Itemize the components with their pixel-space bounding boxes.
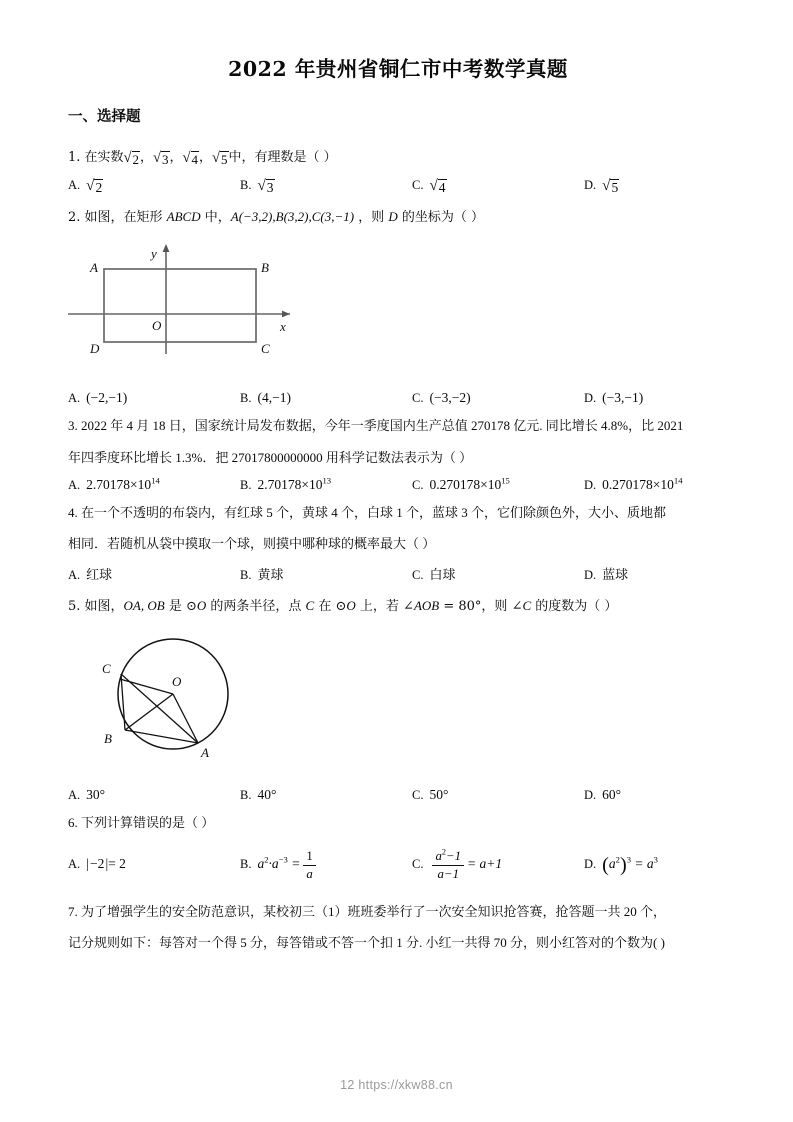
question-3-stem-line-2: 年四季度环比增长 1.3%．把 27017800000000 用科学记数法表示为（ ） bbox=[68, 449, 473, 465]
question-6-options bbox=[68, 849, 728, 881]
q5-angle-aob: AOB bbox=[413, 597, 440, 613]
q2-point-b: B(3,2), bbox=[275, 208, 312, 224]
question-1-stem-suffix: 中，有理数是（ ） bbox=[228, 149, 337, 165]
option-value: (−2,−1) bbox=[86, 390, 128, 406]
question-2-option-c[interactable] bbox=[412, 390, 584, 406]
q2-text-2: 中， bbox=[200, 209, 231, 225]
question-2-option-a[interactable] bbox=[68, 390, 240, 406]
option-value: (−3,−2) bbox=[429, 390, 471, 406]
question-3-option-a[interactable] bbox=[68, 477, 240, 493]
option-label: A. bbox=[68, 857, 81, 872]
question-5-stem bbox=[68, 593, 728, 619]
option-value: √ 4 bbox=[429, 177, 446, 195]
question-6-stem: 6. 下列计算错误的是（ ） bbox=[68, 814, 215, 830]
question-4-option-d[interactable] bbox=[584, 564, 724, 583]
option-value: $\frac{a^2-1}{a-1}$ = a+1 bbox=[429, 849, 502, 881]
option-label: B. bbox=[240, 391, 252, 406]
question-3-option-b[interactable] bbox=[240, 477, 412, 493]
option-value: √ 3 bbox=[257, 177, 274, 195]
label-a: A bbox=[90, 260, 98, 276]
label-y-axis: y bbox=[151, 246, 157, 262]
option-label: A. bbox=[68, 477, 81, 492]
q2-text-1: 2. 如图，在矩形 bbox=[68, 209, 167, 225]
option-value: (4,−1) bbox=[257, 390, 291, 406]
question-1-option-c[interactable] bbox=[412, 177, 584, 197]
q5-text-2: 是 ⊙ bbox=[164, 598, 197, 614]
option-label: B. bbox=[240, 177, 252, 192]
label-d: D bbox=[90, 341, 100, 357]
option-label: D. bbox=[584, 391, 597, 406]
option-value: 红球 bbox=[86, 567, 113, 583]
question-2-figure-coordinate-rectangle bbox=[68, 236, 728, 356]
option-label: D. bbox=[584, 787, 597, 802]
question-7-stem-line-2: 记分规则如下：每答对一个得 5 分，每答错或不答一个扣 1 分. 小红一共得 70 分，则小红答对的个数为( ) bbox=[68, 935, 665, 951]
option-value: $0.270178\times 10^{15}$ bbox=[429, 475, 510, 492]
question-5-option-c[interactable] bbox=[412, 787, 584, 803]
footer-watermark: 12 https://xkw88.cn bbox=[340, 1078, 453, 1092]
sqrt-5-inline: √ 5 bbox=[212, 149, 228, 167]
option-value: $0.270178\times 10^{14}$ bbox=[602, 475, 683, 492]
q2-rect-name: ABCD bbox=[166, 208, 201, 224]
label-b: B bbox=[104, 730, 112, 746]
option-value: 60° bbox=[602, 786, 622, 802]
option-value: 40° bbox=[257, 786, 277, 802]
q5-text-5: 上，若 ∠ bbox=[355, 598, 414, 614]
option-value: $(a^2)^3 = a^3$ bbox=[602, 854, 658, 877]
q5-circle-o-1: O bbox=[196, 597, 207, 613]
question-3-options bbox=[68, 477, 728, 493]
q5-point-c-2: C bbox=[522, 597, 532, 613]
question-4-options bbox=[68, 564, 728, 583]
radius-ob-line bbox=[120, 679, 173, 694]
option-value: √ 5 bbox=[602, 177, 619, 195]
option-label: C. bbox=[412, 787, 424, 802]
question-6-option-b[interactable] bbox=[240, 849, 412, 881]
label-origin: O bbox=[152, 318, 162, 334]
q5-point-c-1: C bbox=[305, 597, 315, 613]
option-label: A. bbox=[68, 391, 81, 406]
question-3-option-c[interactable] bbox=[412, 477, 584, 493]
option-label: C. bbox=[412, 567, 424, 582]
chord-ca bbox=[121, 674, 198, 743]
q5-circle-o-2: O bbox=[346, 597, 356, 613]
q5-text-1: 5. 如图， bbox=[68, 598, 124, 614]
q5-radii: OA, OB bbox=[123, 597, 165, 613]
option-value: 30° bbox=[86, 786, 106, 802]
chord-ba bbox=[125, 730, 198, 743]
option-label: B. bbox=[240, 477, 252, 492]
question-4-stem-line-1: 4. 在一个不透明的布袋内，有红球 5 个，黄球 4 个，白球 1 个，蓝球 3 个，它们除颜色外，大小、质地都 bbox=[68, 504, 667, 520]
question-5-figure-circle bbox=[68, 631, 728, 761]
option-value: (−3,−1) bbox=[602, 390, 644, 406]
question-6-option-d[interactable] bbox=[584, 854, 724, 877]
option-label: B. bbox=[240, 567, 252, 582]
q2-point-a: A(−3,2), bbox=[230, 208, 276, 224]
q2-point-d: D bbox=[388, 208, 398, 224]
q5-text-3: 的两条半径，点 bbox=[206, 598, 306, 614]
question-4-option-a[interactable] bbox=[68, 564, 240, 583]
label-a: A bbox=[201, 744, 209, 760]
radius-oa bbox=[173, 694, 198, 743]
section-heading-multiple-choice: 一、选择题 bbox=[68, 107, 141, 125]
sqrt-3-inline: √ 3 bbox=[153, 149, 169, 167]
question-1-stem-prefix: 1. 在实数 bbox=[68, 149, 124, 165]
option-value: 白球 bbox=[429, 567, 456, 583]
question-1-option-d[interactable] bbox=[584, 177, 724, 197]
option-label: A. bbox=[68, 567, 81, 582]
rectangle-abcd bbox=[104, 269, 256, 342]
q5-text-6: = 80°，则 ∠ bbox=[439, 598, 523, 614]
label-b: B bbox=[261, 260, 269, 276]
question-7-stem-line-1: 7. 为了增强学生的安全防范意识，某校初三（1）班班委举行了一次安全知识抢答赛，抢答题一共 20 个， bbox=[68, 903, 667, 919]
question-6-option-a[interactable] bbox=[68, 856, 240, 872]
question-1-option-a[interactable] bbox=[68, 177, 240, 197]
question-4-option-c[interactable] bbox=[412, 564, 584, 583]
page-title: 2022 年贵州省铜仁市中考数学真题 bbox=[228, 57, 568, 81]
question-2-option-b[interactable] bbox=[240, 390, 412, 406]
option-label: A. bbox=[68, 787, 81, 802]
option-label: B. bbox=[240, 787, 252, 802]
y-axis-arrow bbox=[163, 244, 170, 252]
question-2-option-d[interactable] bbox=[584, 390, 724, 406]
q5-text-4: 在 ⊙ bbox=[314, 598, 347, 614]
label-x-axis: x bbox=[280, 319, 286, 335]
option-label: C. bbox=[412, 177, 424, 192]
option-label: D. bbox=[584, 177, 597, 192]
chord-cb bbox=[121, 674, 125, 730]
option-value: 蓝球 bbox=[602, 567, 629, 583]
option-label: C. bbox=[412, 391, 424, 406]
label-c: C bbox=[102, 660, 111, 676]
question-2-options bbox=[68, 390, 728, 406]
question-3-option-d[interactable] bbox=[584, 477, 724, 493]
question-3-stem-line-1: 3. 2022 年 4 月 18 日，国家统计局发布数据，今年一季度国内生产总值 270178 亿元. 同比增长 4.8%，比 2021 bbox=[68, 418, 684, 434]
sqrt-2-inline: √ 2 bbox=[123, 149, 140, 167]
question-5-option-b[interactable] bbox=[240, 787, 412, 803]
option-value: 黄球 bbox=[257, 567, 284, 583]
question-1-option-b[interactable] bbox=[240, 177, 412, 197]
question-6-option-c[interactable] bbox=[412, 849, 584, 881]
option-label: D. bbox=[584, 857, 597, 872]
q2-text-3: ，则 bbox=[354, 209, 389, 225]
option-label: B. bbox=[240, 857, 252, 872]
option-label: D. bbox=[584, 477, 597, 492]
question-1-stem: 1. 在实数 √ 2 ， √ 3 ， √ 4 ， √ 5 中，有理数是（ ） bbox=[68, 149, 337, 167]
question-5-option-d[interactable] bbox=[584, 787, 724, 803]
q5-text-7: 的度数为（ ） bbox=[531, 598, 618, 614]
option-value: 50° bbox=[429, 786, 449, 802]
option-label: C. bbox=[412, 477, 424, 492]
q2-text-4: 的坐标为（ ） bbox=[397, 209, 485, 225]
sqrt-4-inline: √ 4 bbox=[182, 149, 199, 167]
question-2-stem bbox=[68, 204, 728, 230]
option-label: C. bbox=[412, 857, 424, 872]
question-5-option-a[interactable] bbox=[68, 787, 240, 803]
option-value: $2.70178\times 10^{13}$ bbox=[257, 475, 332, 492]
option-value: $2.70178\times 10^{14}$ bbox=[86, 475, 160, 492]
option-value: | −2 |= 2 bbox=[86, 856, 126, 872]
label-c: C bbox=[261, 341, 270, 357]
option-label: A. bbox=[68, 177, 81, 192]
question-5-options bbox=[68, 787, 728, 803]
label-o: O bbox=[172, 673, 182, 689]
document-content bbox=[68, 56, 728, 962]
option-value: √ 2 bbox=[86, 177, 103, 195]
x-axis-arrow bbox=[282, 311, 290, 318]
question-4-option-b[interactable] bbox=[240, 564, 412, 583]
option-value: $a^2\cdot a^{-3}$ = $\frac{1}{a}$ bbox=[257, 849, 318, 881]
question-1-options bbox=[68, 177, 728, 197]
question-4-stem-line-2: 相同．若随机从袋中摸取一个球，则摸中哪种球的概率最大（ ） bbox=[68, 536, 436, 552]
q2-point-c: C(3,−1) bbox=[311, 208, 355, 224]
option-label: D. bbox=[584, 567, 597, 582]
